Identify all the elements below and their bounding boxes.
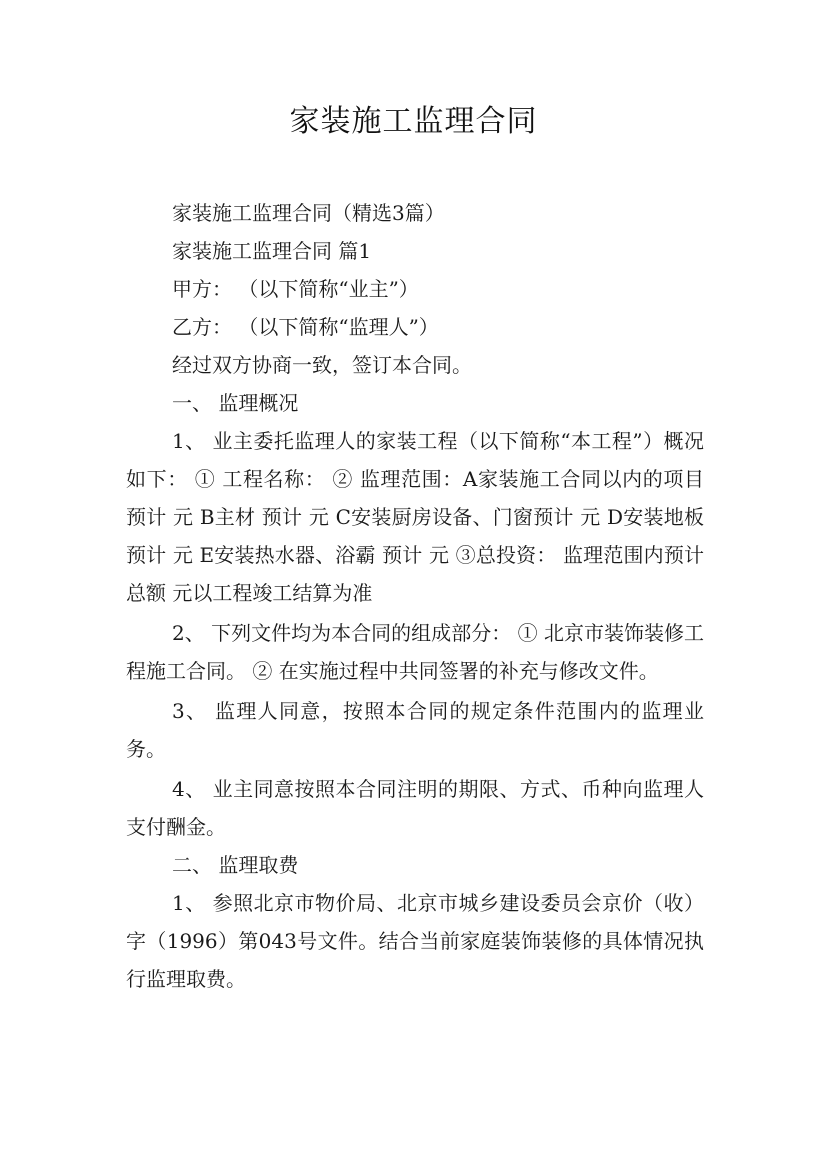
party-b-line: 乙方： （以下简称“监理人”）	[172, 315, 439, 339]
section-heading-2: 二、 监理取费	[172, 853, 299, 877]
section-heading-1: 一、 监理概况	[172, 391, 299, 415]
paragraph-4: 4、 业主同意按照本合同注明的期限、方式、币种向监理人支付酬金。	[126, 777, 704, 839]
agreement-line: 经过双方协商一致，签订本合同。	[172, 353, 472, 377]
part-line: 家装施工监理合同 篇1	[172, 239, 372, 263]
document-title: 家装施工监理合同	[289, 104, 538, 139]
paragraph-1: 1、 业主委托监理人的家装工程（以下简称“本工程”）概况如下： ① 工程名称： ② 监理范围：A家装施工合同以内的项目预计 元 B主材 预计 元 C安装厨房设备、门窗预计 元 D安装地板 预计 元 E安装热水器、浴霸 预计 元 ③总投资： 监理范围内预计总额 元以工程竣工结算为准	[126, 429, 704, 605]
paragraph-5: 1、 参照北京市物价局、北京市城乡建设委员会京价（收）字（1996）第043号文件。结合当前家庭装饰装修的具体情况执行监理取费。	[126, 891, 704, 991]
subtitle-line: 家装施工监理合同（精选3篇）	[172, 201, 445, 225]
paragraph-3: 3、 监理人同意，按照本合同的规定条件范围内的监理业务。	[126, 699, 704, 761]
document-body	[126, 194, 704, 998]
party-a-line: 甲方： （以下简称“业主”）	[172, 277, 419, 301]
paragraph-2: 2、 下列文件均为本合同的组成部分： ① 北京市装饰装修工程施工合同。 ② 在实施过程中共同签署的补充与修改文件。	[126, 621, 704, 683]
